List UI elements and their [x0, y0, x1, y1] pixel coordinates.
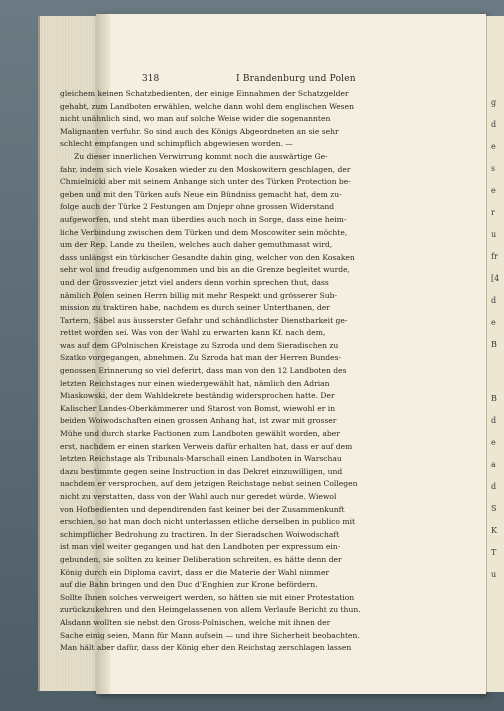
- margin-letter: e: [491, 438, 496, 447]
- text-line: Man hält aber dafür, dass der König eher den Reichstag zerschlagen lassen: [60, 643, 352, 653]
- margin-letter: B: [491, 340, 497, 349]
- text-line: fahr, indem sich viele Kosaken wieder zu den Moskowitern geschlagen, der: [60, 164, 351, 174]
- margin-letter: T: [491, 548, 497, 557]
- margin-letter: u: [491, 230, 497, 239]
- margin-letter: s: [491, 164, 496, 173]
- margin-letter: d: [491, 120, 497, 129]
- text-line: Alsdann wollten sie nebst den Gross-Polnischen, welche mit ihnen der: [60, 617, 331, 627]
- text-line: Szatko vorgegangen, abnehmen. Zu Szroda hat man der Herren Bundes-: [60, 353, 342, 363]
- margin-letter: e: [491, 318, 496, 327]
- text-line: Miaskowski, der dem Wahldekrete beständig widersprochen hatte. Der: [60, 391, 335, 401]
- margin-letter: e: [491, 186, 496, 195]
- text-line: gehabt, zum Landboten erwählen, welche dann wohl dem englischen Wesen: [60, 101, 355, 111]
- text-line: Malignanten verfuhr. So sind auch des Königs Abgeordneten an sie sehr: [60, 126, 339, 136]
- text-line: schlecht empfangen und schimpflich abgewiesen worden. —: [60, 139, 293, 149]
- body-text: [60, 88, 420, 655]
- margin-letter: fr: [491, 252, 498, 261]
- text-line: Chmielnicki aber mit seinem Anhange sich unter des Türken Protection be-: [60, 177, 351, 187]
- margin-letter: a: [491, 460, 496, 469]
- text-line: nicht zu verstatten, dass von der Wahl auch nur geredet würde. Wiewol: [60, 492, 337, 501]
- text-line: gleichem keinen Schatzbedienten, der einige Einnahmen der Schatzgelder: [60, 89, 349, 98]
- text-line: sehr wol und freudig aufgenommen und bis an die Grenze begleitet wurde,: [60, 265, 350, 275]
- margin-letter: d: [491, 296, 497, 305]
- text-line: nämlich Polen seinen Herrn billig mit mehr Respekt und grösserer Sub-: [60, 290, 338, 300]
- text-line: letzten Reichstage als Tribunals-Marschall einen Landboten in Warschau: [60, 454, 342, 464]
- margin-letter: [4: [491, 274, 500, 283]
- page-header: [142, 74, 472, 86]
- text-line: schimpflicher Bedrohung zu tractiren. In der Sieradschen Woiwodschaft: [60, 529, 340, 539]
- text-line: folge auch der Türke 2 Festungen am Dnjepr ohne grossen Widerstand: [60, 202, 335, 212]
- text-line: liche Verbindung zwischen dem Türken und dem Moscowiter sein möchte,: [60, 227, 348, 237]
- text-line: rettet worden sei. Was von der Wahl zu erwarten kann Kf. nach dem,: [60, 328, 326, 338]
- text-line: ist man viel weiter gegangen und hat den Landboten per expressum ein-: [60, 542, 341, 552]
- text-line: mission zu traktiren habe, nachdem es durch seiner Unterthanen, der: [60, 303, 330, 313]
- text-line: gebunden, sie sollten zu keiner Deliberation schreiten, es hätte denn der: [60, 554, 342, 564]
- margin-letter: d: [491, 482, 497, 491]
- text-line: aufgeworfen, und steht man überdies auch noch in Sorge, dass eine heim-: [60, 214, 347, 224]
- margin-letter: S: [491, 504, 497, 513]
- margin-letter: d: [491, 416, 497, 425]
- text-line: erschien, so hat man doch nicht unterlassen etliche derselben in publico mit: [60, 517, 356, 527]
- margin-letter: B: [491, 394, 497, 403]
- text-line: letzten Reichstages nur einen wiedergewählt hat, nämlich den Adrian: [60, 378, 330, 388]
- margin-letter: e: [491, 142, 496, 151]
- text-line: dazu bestimmte gegen seine Instruction in das Dekret einzuwilligen, und: [60, 466, 343, 476]
- text-line: nicht unähnlich sind, wo man auf solche Weise wider die sogenannten: [60, 114, 331, 124]
- text-line: geben und mit den Türken aufs Neue ein Bündniss gemacht hat, dem zu-: [60, 189, 342, 199]
- text-line: auf die Bahn bringen und den Duc d'Enghien zur Krone befördern.: [60, 580, 318, 590]
- text-line: Sache einig seien, Mann für Mann aufsein — und ihre Sicherheit beobachten.: [60, 630, 360, 640]
- text-line: Kalischer Landes-Oberkämmerer und Starost von Bomst, wiewohl er in: [60, 403, 336, 413]
- text-line: von Hofbedienten und dependirenden fast keiner bei der Zusammenkunft: [60, 504, 345, 514]
- text-line: genossen Erinnerung so viel deferirt, dass man von den 12 Landboten des: [60, 366, 347, 376]
- page-number: 318: [142, 74, 160, 84]
- margin-letter: u: [491, 570, 497, 579]
- margin-letter: r: [491, 208, 495, 217]
- text-line: dass unlängst ein türkischer Gesandte dahin ging, welcher von den Kosaken: [60, 252, 355, 262]
- text-line: erst, nachdem er einen starken Verweis dafür erhalten hat, dass er auf dem: [60, 441, 353, 451]
- text-line: um der Rep. Lande zu theilen, welches auch daher gemuthmasst wird,: [60, 240, 333, 250]
- text-line: Zu dieser innerlichen Verwirrung kommt noch die auswärtige Ge-: [74, 151, 328, 161]
- text-line: König durch ein Diploma cavirt, dass er die Materie der Wahl nimmer: [60, 567, 330, 577]
- text-line: nachdem er versprochen, auf dem jetzigen Reichstage nebst seinen Collegen: [60, 479, 358, 489]
- running-title: I Brandenburg und Polen: [236, 74, 356, 84]
- margin-letter: K: [491, 526, 497, 535]
- margin-letter: g: [491, 98, 497, 107]
- text-line: Tartern, Säbel aus äusserster Gefahr und schändlichster Dienstbarkeit ge-: [60, 315, 348, 325]
- text-line: zurückzukehren und den Heimgelassenen von allem Verlaufe Bericht zu thun.: [60, 605, 361, 615]
- text-line: beiden Woiwodschaften einen grossen Anhang hat, ist zwar mit grosser: [60, 416, 337, 426]
- text-line: und der Grossvezier jetzt viel anders denn vorhin sprechen thut, dass: [60, 277, 329, 287]
- text-line: was auf dem GPolnischen Kreistage zu Szroda und dem Sieradischen zu: [60, 340, 339, 350]
- text-line: Mühe und durch starke Factionen zum Landboten gewählt worden, aber: [60, 429, 340, 439]
- facing-page-edge: [486, 16, 504, 692]
- text-line: Sollte Ihnen solches verweigert werden, so hätten sie mit einer Protestation: [60, 592, 355, 602]
